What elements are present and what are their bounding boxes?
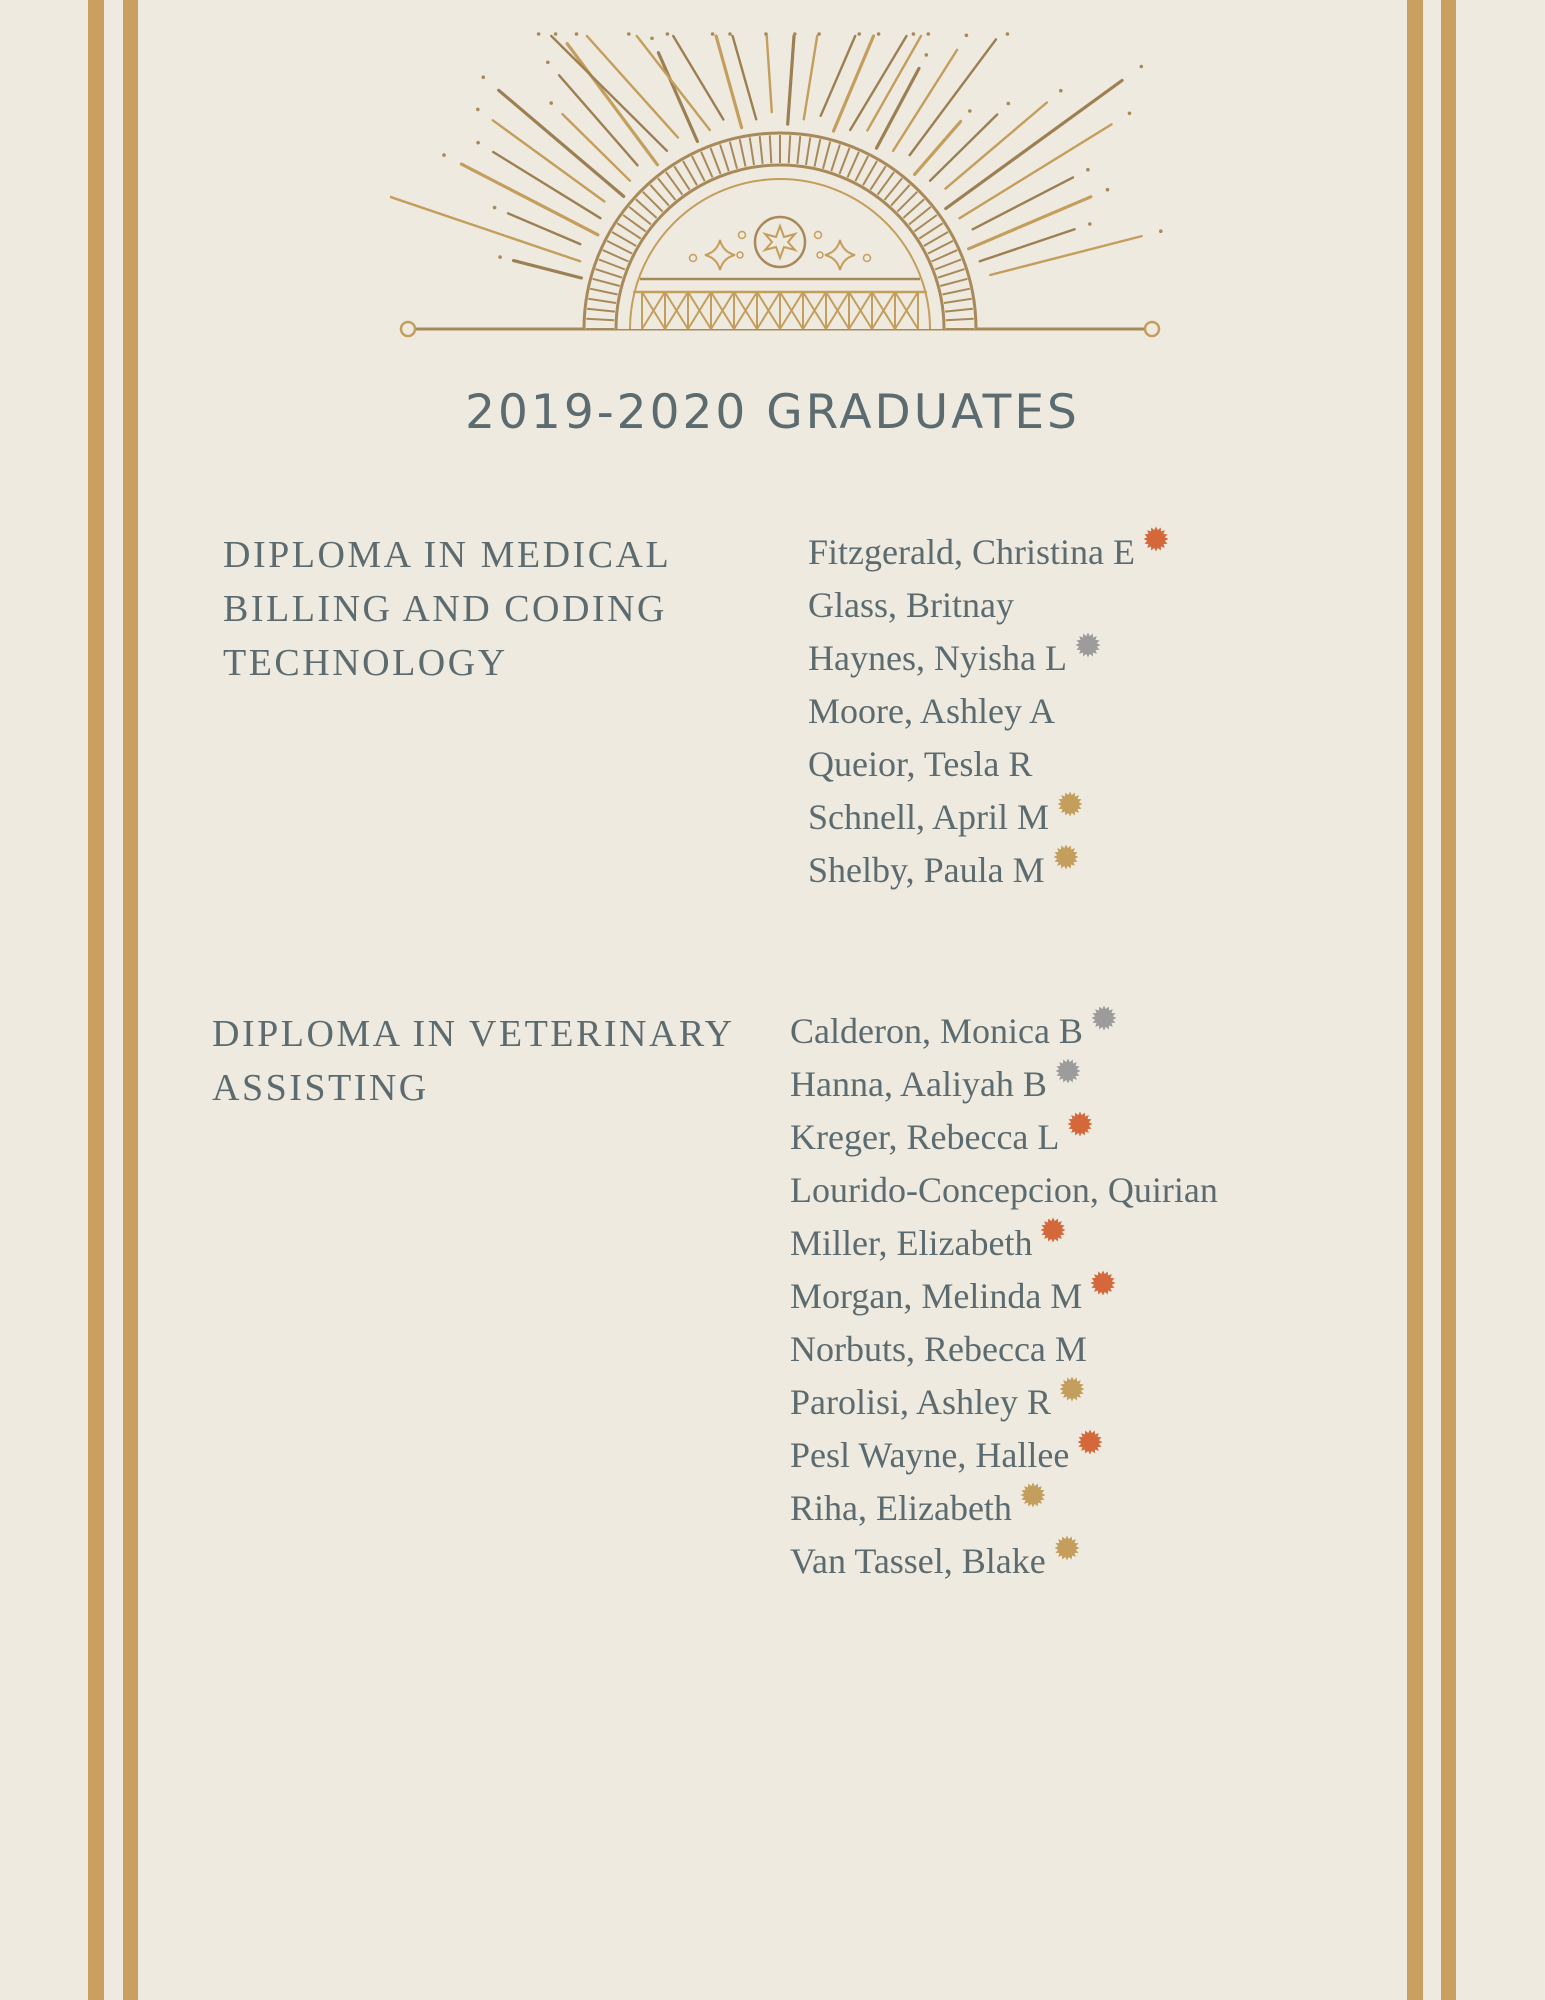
honor-orange-starburst-icon	[1090, 1270, 1116, 1296]
honor-gray-starburst-icon	[1075, 632, 1101, 658]
honor-gray-starburst-icon	[1055, 1058, 1081, 1084]
graduate-name: Schnell, April M	[808, 797, 1049, 837]
graduate-item	[808, 632, 1135, 685]
honor-orange-starburst-icon	[1040, 1217, 1066, 1243]
graduate-name: Miller, Elizabeth	[790, 1223, 1033, 1263]
honor-orange-starburst-icon	[1077, 1429, 1103, 1455]
honor-gold-starburst-icon	[1054, 1535, 1080, 1561]
graduate-item	[790, 1111, 1218, 1164]
right-border-stripe-inner	[1407, 0, 1423, 2000]
honor-orange-starburst-icon	[1067, 1111, 1093, 1137]
honor-gold-starburst-icon	[1053, 844, 1079, 870]
graduate-item	[808, 844, 1135, 897]
graduate-item	[790, 1323, 1218, 1376]
graduate-item	[808, 526, 1135, 579]
left-border-stripe-inner	[123, 0, 138, 2000]
graduate-name: Moore, Ashley A	[808, 691, 1055, 731]
graduate-name: Van Tassel, Blake	[790, 1541, 1046, 1581]
graduate-item	[790, 1482, 1218, 1535]
graduate-item	[790, 1217, 1218, 1270]
graduate-name: Lourido-Concepcion, Quirian	[790, 1170, 1218, 1210]
graduate-item	[790, 1005, 1218, 1058]
left-border-stripe-outer	[88, 0, 104, 2000]
graduate-list-medical-billing	[808, 526, 1135, 897]
graduate-item	[790, 1376, 1218, 1429]
graduate-name: Glass, Britnay	[808, 585, 1014, 625]
graduate-name: Parolisi, Ashley R	[790, 1382, 1052, 1422]
graduate-item	[790, 1270, 1218, 1323]
graduate-name: Morgan, Melinda M	[790, 1276, 1083, 1316]
horizon-endcap-left	[401, 322, 415, 336]
horizon-endcap-right	[1145, 322, 1159, 336]
graduate-item	[790, 1058, 1218, 1111]
graduate-name: Kreger, Rebecca L	[790, 1117, 1060, 1157]
graduate-item	[808, 738, 1135, 791]
honor-orange-starburst-icon	[1143, 526, 1169, 552]
honor-gold-starburst-icon	[1059, 1376, 1085, 1402]
graduate-item	[808, 685, 1135, 738]
graduate-name: Norbuts, Rebecca M	[790, 1329, 1087, 1369]
graduate-name: Fitzgerald, Christina E	[808, 532, 1135, 572]
program-heading-medical-billing: DIPLOMA IN MEDICAL BILLING AND CODING TECHNOLOGY	[223, 534, 670, 684]
program-heading-veterinary: DIPLOMA IN VETERINARY ASSISTING	[212, 1013, 734, 1109]
graduate-name: Queior, Tesla R	[808, 744, 1033, 784]
graduate-item	[790, 1429, 1218, 1482]
graduate-name: Shelby, Paula M	[808, 850, 1045, 890]
honor-gray-starburst-icon	[1091, 1005, 1117, 1031]
graduate-item	[808, 579, 1135, 632]
graduate-name: Hanna, Aaliyah B	[790, 1064, 1047, 1104]
graduate-item	[808, 791, 1135, 844]
page-title: 2019-2020 GRADUATES	[465, 385, 1080, 440]
graduate-list-veterinary	[790, 1005, 1218, 1588]
graduate-item	[790, 1535, 1218, 1588]
sunburst-emblem	[390, 30, 1170, 350]
graduate-name: Calderon, Monica B	[790, 1011, 1083, 1051]
graduate-item	[790, 1164, 1218, 1217]
graduate-name: Riha, Elizabeth	[790, 1488, 1012, 1528]
graduate-name: Pesl Wayne, Hallee	[790, 1435, 1070, 1475]
honor-gold-starburst-icon	[1057, 791, 1083, 817]
graduate-name: Haynes, Nyisha L	[808, 638, 1067, 678]
right-border-stripe-outer	[1441, 0, 1456, 2000]
honor-gold-starburst-icon	[1020, 1482, 1046, 1508]
